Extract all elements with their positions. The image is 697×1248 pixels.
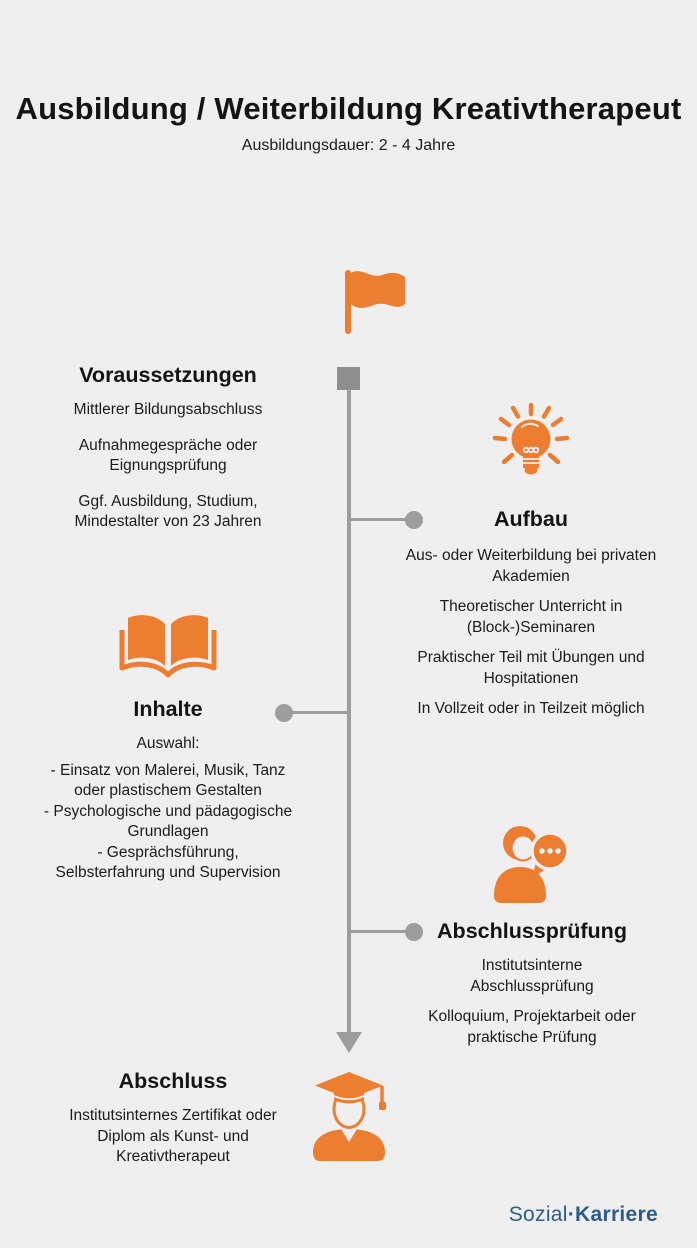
timeline-arrow-icon xyxy=(336,1032,362,1053)
section-inhalte-item: - Psychologische und pädagogische Grundlagen xyxy=(43,802,293,840)
section-aufbau-heading: Aufbau xyxy=(493,507,569,531)
section-inhalte-item: - Einsatz von Malerei, Musik, Tanz oder plastischem Gestalten xyxy=(50,761,286,799)
brand-logo-light: Sozial xyxy=(508,1203,568,1226)
section-aufbau-item: Praktischer Teil mit Übungen und Hospitationen xyxy=(417,649,645,687)
section-voraussetzungen xyxy=(28,362,308,548)
section-aufbau-item: In Vollzeit oder in Teilzeit möglich xyxy=(417,700,645,717)
page-title: Ausbildung / Weiterbildung Kreativtherapeut xyxy=(15,91,682,126)
section-abschluss-item: Institutsinternes Zertifikat oder Diplom als Kunst- und Kreativtherapeut xyxy=(69,1107,277,1165)
brand-logo xyxy=(509,1203,658,1227)
section-aufbau xyxy=(391,402,671,730)
section-inhalte-item: - Gesprächsführung, Selbsterfahrung und Supervision xyxy=(55,843,281,881)
section-abschluss-heading: Abschluss xyxy=(118,1069,228,1093)
brand-logo-separator: · xyxy=(567,1203,576,1226)
lightbulb-icon xyxy=(391,402,671,490)
section-inhalte-lead: Auswahl: xyxy=(136,735,200,752)
page-subtitle: Ausbildungsdauer: 2 - 4 Jahre xyxy=(241,137,456,154)
flag-icon xyxy=(344,266,406,341)
section-voraussetzungen-item: Ggf. Ausbildung, Studium, Mindestalter von 23 Jahren xyxy=(74,492,262,530)
person-speech-icon xyxy=(391,818,673,904)
section-voraussetzungen-item: Mittlerer Bildungsabschluss xyxy=(73,401,263,418)
timeline-start-node xyxy=(337,367,360,390)
section-voraussetzungen-heading: Voraussetzungen xyxy=(79,363,257,387)
section-abschlusspruefung-item: Institutsinterne Abschlussprüfung xyxy=(470,957,594,995)
section-inhalte-heading: Inhalte xyxy=(133,697,203,721)
section-voraussetzungen-item: Aufnahmegespräche oder Eignungsprüfung xyxy=(78,436,258,474)
section-abschlusspruefung-item: Kolloquium, Projektarbeit oder praktische Prüfung xyxy=(428,1008,636,1046)
section-abschlusspruefung xyxy=(391,818,673,1058)
section-abschlusspruefung-heading: Abschlussprüfung xyxy=(437,919,627,943)
header xyxy=(0,88,697,156)
open-book-icon xyxy=(28,612,308,682)
section-aufbau-item: Theoretischer Unterricht in (Block-)Seminaren xyxy=(439,598,623,636)
section-aufbau-item: Aus- oder Weiterbildung bei privaten Akademien xyxy=(405,547,657,585)
graduate-icon xyxy=(310,1066,388,1167)
brand-logo-bold: Karriere xyxy=(575,1203,658,1226)
section-inhalte xyxy=(28,612,308,884)
section-abschluss xyxy=(28,1068,318,1183)
